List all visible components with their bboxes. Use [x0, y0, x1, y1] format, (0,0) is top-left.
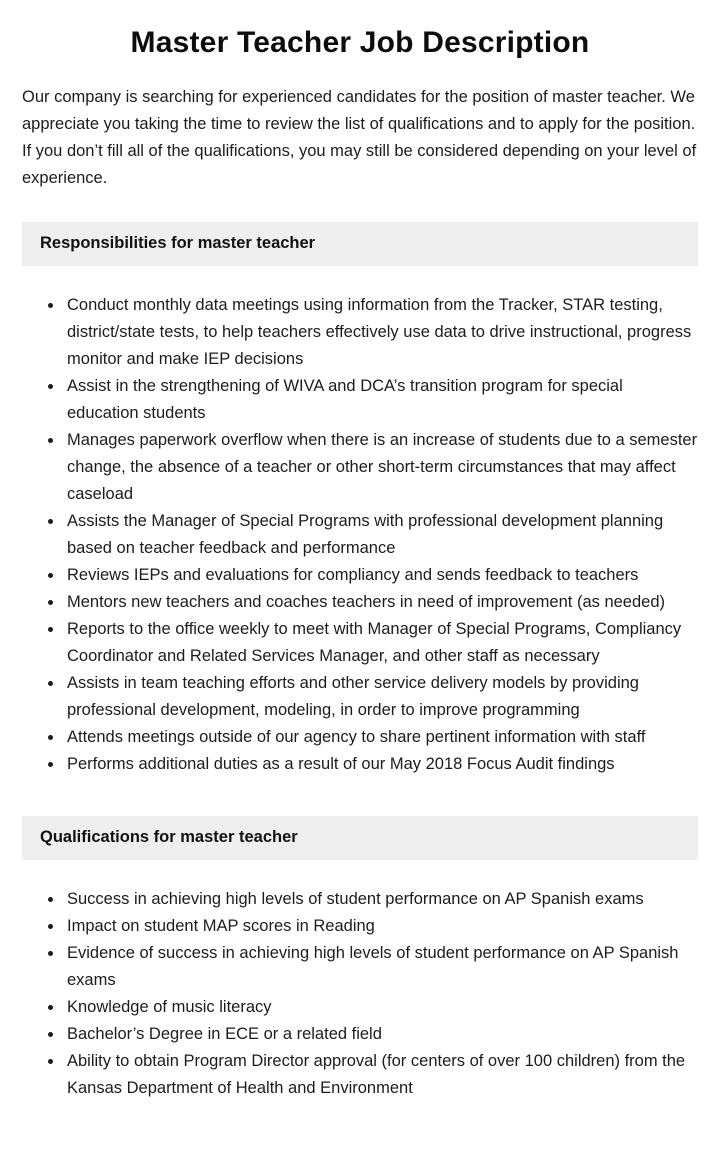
section-responsibilities [22, 222, 698, 778]
qualifications-heading: Qualifications for master teacher [22, 816, 698, 860]
list-item: • Assists in team teaching efforts and other service delivery models by providing professional development, modeling, in order to improve programming [64, 670, 698, 724]
list-item: • Performs additional duties as a result of our May 2018 Focus Audit findings [64, 751, 698, 778]
list-item: • Conduct monthly data meetings using information from the Tracker, STAR testing, district/state tests, to help teachers effectively use data to drive instructional, progress monitor and make IEP decisions [64, 292, 698, 373]
list-item: • Attends meetings outside of our agency to share pertinent information with staff [64, 724, 698, 751]
list-item: • Knowledge of music literacy [64, 994, 698, 1021]
list-item: • Bachelor’s Degree in ECE or a related field [64, 1021, 698, 1048]
list-item: • Assists the Manager of Special Programs with professional development planning based on teacher feedback and performance [64, 508, 698, 562]
section-qualifications [22, 816, 698, 1102]
list-item: • Impact on student MAP scores in Reading [64, 913, 698, 940]
list-item: • Success in achieving high levels of student performance on AP Spanish exams [64, 886, 698, 913]
list-item: • Manages paperwork overflow when there is an increase of students due to a semester change, the absence of a teacher or other short-term circumstances that may affect caseload [64, 427, 698, 508]
responsibilities-heading: Responsibilities for master teacher [22, 222, 698, 266]
list-item: • Ability to obtain Program Director approval (for centers of over 100 children) from the Kansas Department of Health and Environment [64, 1048, 698, 1102]
intro-paragraph: Our company is searching for experienced candidates for the position of master teacher. We appreciate you taking the time to review the list of qualifications and to apply for the position. If you don’t fill all of the qualifications, you may still be considered depending on your level of experience. [22, 88, 697, 187]
qualifications-list [22, 886, 698, 1102]
list-item: • Evidence of success in achieving high levels of student performance on AP Spanish exams [64, 940, 698, 994]
list-item: • Reports to the office weekly to meet with Manager of Special Programs, Compliancy Coordinator and Related Services Manager, and other staff as necessary [64, 616, 698, 670]
page-title: Master Teacher Job Description [130, 26, 590, 59]
list-item: • Mentors new teachers and coaches teachers in need of improvement (as needed) [64, 589, 698, 616]
list-item: • Assist in the strengthening of WIVA and DCA’s transition program for special education students [64, 373, 698, 427]
list-item: • Reviews IEPs and evaluations for compliancy and sends feedback to teachers [64, 562, 698, 589]
responsibilities-list [22, 292, 698, 778]
